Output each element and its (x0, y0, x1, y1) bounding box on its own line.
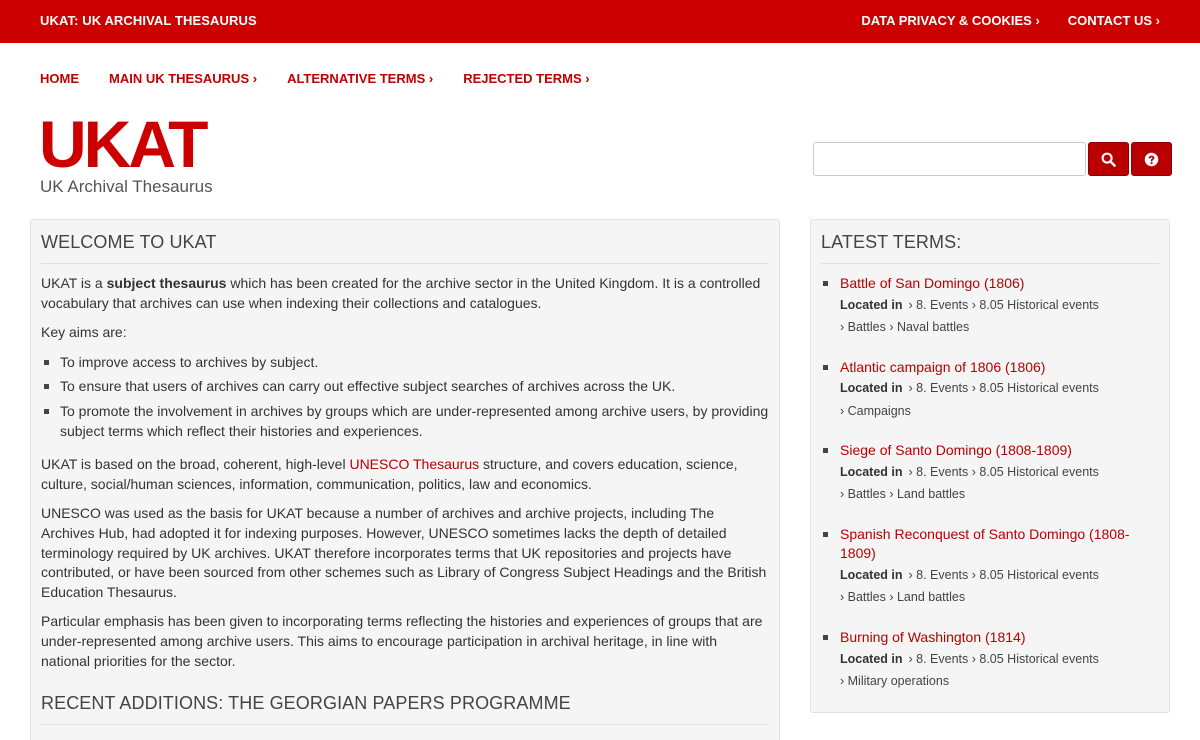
nav-main-thesaurus[interactable]: MAIN UK THESAURUS › (109, 71, 258, 86)
term-item (821, 441, 1159, 506)
site-title[interactable]: UKAT: UK ARCHIVAL THESAURUS (40, 13, 257, 28)
aims-list (41, 353, 769, 441)
latest-terms-panel (810, 219, 1170, 713)
unesco-paragraph (41, 455, 769, 494)
main-nav (40, 71, 590, 86)
term-path[interactable]: › 8. Events › 8.05 Historical events (908, 567, 1099, 582)
welcome-panel (30, 219, 780, 740)
term-item (821, 628, 1159, 693)
search-box (813, 142, 1172, 176)
term-location (840, 461, 1159, 484)
intro-text-end: which has been created for the archive sector in the United Kingdom. It is a controlled vocabulary that archives can use when indexing their collections and catalogues. (41, 275, 761, 311)
recent-additions-heading: RECENT ADDITIONS: THE GEORGIAN PAPERS PROGRAMME (41, 693, 769, 725)
ukat-logo[interactable] (39, 107, 239, 198)
terms-list (821, 274, 1159, 693)
term-location-sub[interactable]: › Battles › Land battles (840, 590, 966, 605)
search-input[interactable] (813, 142, 1086, 176)
aim-item: To ensure that users of archives can carry out effective subject searches of archives across the UK. (41, 377, 769, 397)
term-link[interactable]: Atlantic campaign of 1806 (1806) (840, 358, 1046, 375)
term-path[interactable]: › 8. Events › 8.05 Historical events (908, 297, 1099, 312)
term-link[interactable]: Siege of Santo Domingo (1808-1809) (840, 442, 1072, 459)
intro-text-start: UKAT is a (41, 275, 107, 291)
key-aims-label: Key aims are: (41, 324, 127, 341)
term-location (840, 648, 1159, 671)
search-button[interactable] (1088, 142, 1129, 176)
unesco-text-end: structure, and covers education, science, culture, social/human sciences, information, communication, politics, law and economics. (41, 456, 738, 492)
term-link[interactable]: Spanish Reconquest of Santo Domingo (1808-1809) (840, 525, 1130, 562)
term-link[interactable]: Burning of Washington (1814) (840, 628, 1026, 645)
help-icon (1144, 152, 1159, 167)
term-location-sub[interactable]: › Campaigns (840, 403, 911, 418)
unesco-link[interactable]: UNESCO Thesaurus (349, 456, 480, 473)
term-location (840, 564, 1159, 587)
term-location (840, 377, 1159, 400)
term-path[interactable]: › 8. Events › 8.05 Historical events (908, 381, 1099, 396)
logo-wordmark: UKAT (39, 107, 206, 181)
welcome-heading: WELCOME TO UKAT (41, 232, 769, 264)
top-bar (0, 0, 1200, 43)
logo-subtitle: UK Archival Thesaurus (40, 177, 213, 196)
located-label: Located in (840, 651, 903, 666)
term-location-sub[interactable]: › Military operations (840, 674, 950, 689)
basis-paragraph: UNESCO was used as the basis for UKAT because a number of archives and archive projects, including The Archives Hub, had adopted it for indexing purposes. However, UNESCO sometimes lacks the depth of detailed terminology required by UK archives. UKAT therefore incorporates terms that UK repositories and projects have contributed, or have been sourced from other schemes such as Library of Congress Subject Headings and the British Education Thesaurus. (41, 505, 767, 600)
nav-rejected-terms[interactable]: REJECTED TERMS › (463, 71, 590, 86)
latest-terms-heading: LATEST TERMS: (821, 232, 1159, 264)
term-item (821, 274, 1159, 339)
term-item (821, 525, 1159, 609)
term-item (821, 358, 1159, 423)
located-label: Located in (840, 464, 903, 479)
contact-link[interactable]: CONTACT US › (1067, 13, 1160, 28)
term-location-sub[interactable]: › Battles › Naval battles (840, 320, 970, 335)
located-label: Located in (840, 567, 903, 582)
aim-item: To promote the involvement in archives by groups which are under-represented among archive users, by providing subject terms which reflect their histories and experiences. (41, 402, 769, 441)
unesco-text-start: UKAT is based on the broad, coherent, high-level (41, 456, 350, 473)
emphasis-paragraph: Particular emphasis has been given to incorporating terms reflecting the histories and experiences of groups that are under-represented among archive users. This aims to encourage participation in archival heritage, in line with national priorities for the sector. (41, 613, 763, 669)
nav-alternative-terms[interactable]: ALTERNATIVE TERMS › (287, 71, 434, 86)
privacy-link[interactable]: DATA PRIVACY & COOKIES › (861, 13, 1040, 28)
aim-item: To improve access to archives by subject. (41, 353, 769, 373)
top-links (861, 13, 1160, 28)
search-icon (1101, 152, 1116, 167)
term-path[interactable]: › 8. Events › 8.05 Historical events (908, 651, 1099, 666)
located-label: Located in (840, 297, 903, 312)
located-label: Located in (840, 381, 903, 396)
nav-home[interactable]: HOME (40, 71, 79, 86)
term-link[interactable]: Battle of San Domingo (1806) (840, 275, 1025, 291)
intro-paragraph (41, 274, 769, 313)
term-location (840, 294, 1159, 317)
term-path[interactable]: › 8. Events › 8.05 Historical events (908, 464, 1099, 479)
help-button[interactable] (1131, 142, 1172, 176)
intro-bold: subject thesaurus (106, 275, 227, 291)
term-location-sub[interactable]: › Battles › Land battles (840, 487, 966, 502)
